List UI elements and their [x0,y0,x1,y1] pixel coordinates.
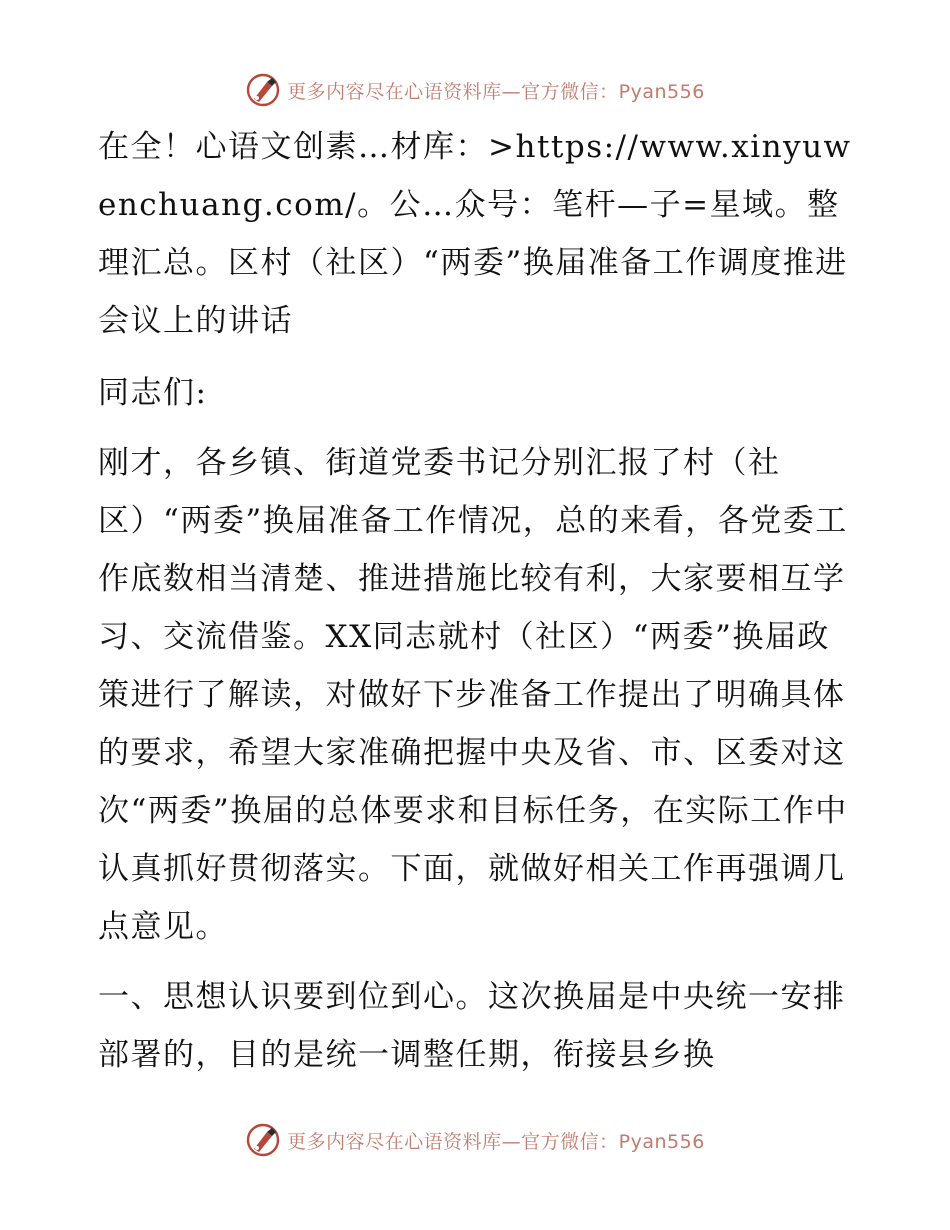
body-paragraph: 刚才，各乡镇、街道党委书记分别汇报了村（社区）“两委”换届准备工作情况，总的来看，各党委工作底数相当清楚、推进措施比较有利，大家要相互学习、交流借鉴。XX同志就村（社区）“两委”换届政策进行了解读，对做好下步准备工作提出了明确具体的要求，希望大家准确把握中央及省、市、区委对这次“两委”换届的总体要求和目标任务，在实际工作中认真抓好贯彻落实。下面，就做好相关工作再强调几点意见。 [98,445,848,945]
header-watermark [0,70,950,110]
pen-nib-seal-icon [245,1122,281,1158]
salutation-paragraph: 同志们: [98,375,208,411]
watermark-text: 更多内容尽在心语资料库—官方微信：Pyan556 [287,1130,705,1153]
pen-nib-seal-icon [245,72,281,108]
footer-watermark [0,1120,950,1160]
document-body [98,118,852,1096]
section-one-paragraph: 一、思想认识要到位到心。这次换届是中央统一安排部署的，目的是统一调整任期，衔接县乡换 [98,979,846,1073]
watermark-text: 更多内容尽在心语资料库—官方微信：Pyan556 [287,80,705,103]
document-title-paragraph: 在全！心语文创素…材库：>https://www.xinyuwenchuang.com/。公…众号：笔杆—子=星域。整理汇总。区村（社区）“两委”换届准备工作调度推进会议上的讲话 [98,129,852,339]
